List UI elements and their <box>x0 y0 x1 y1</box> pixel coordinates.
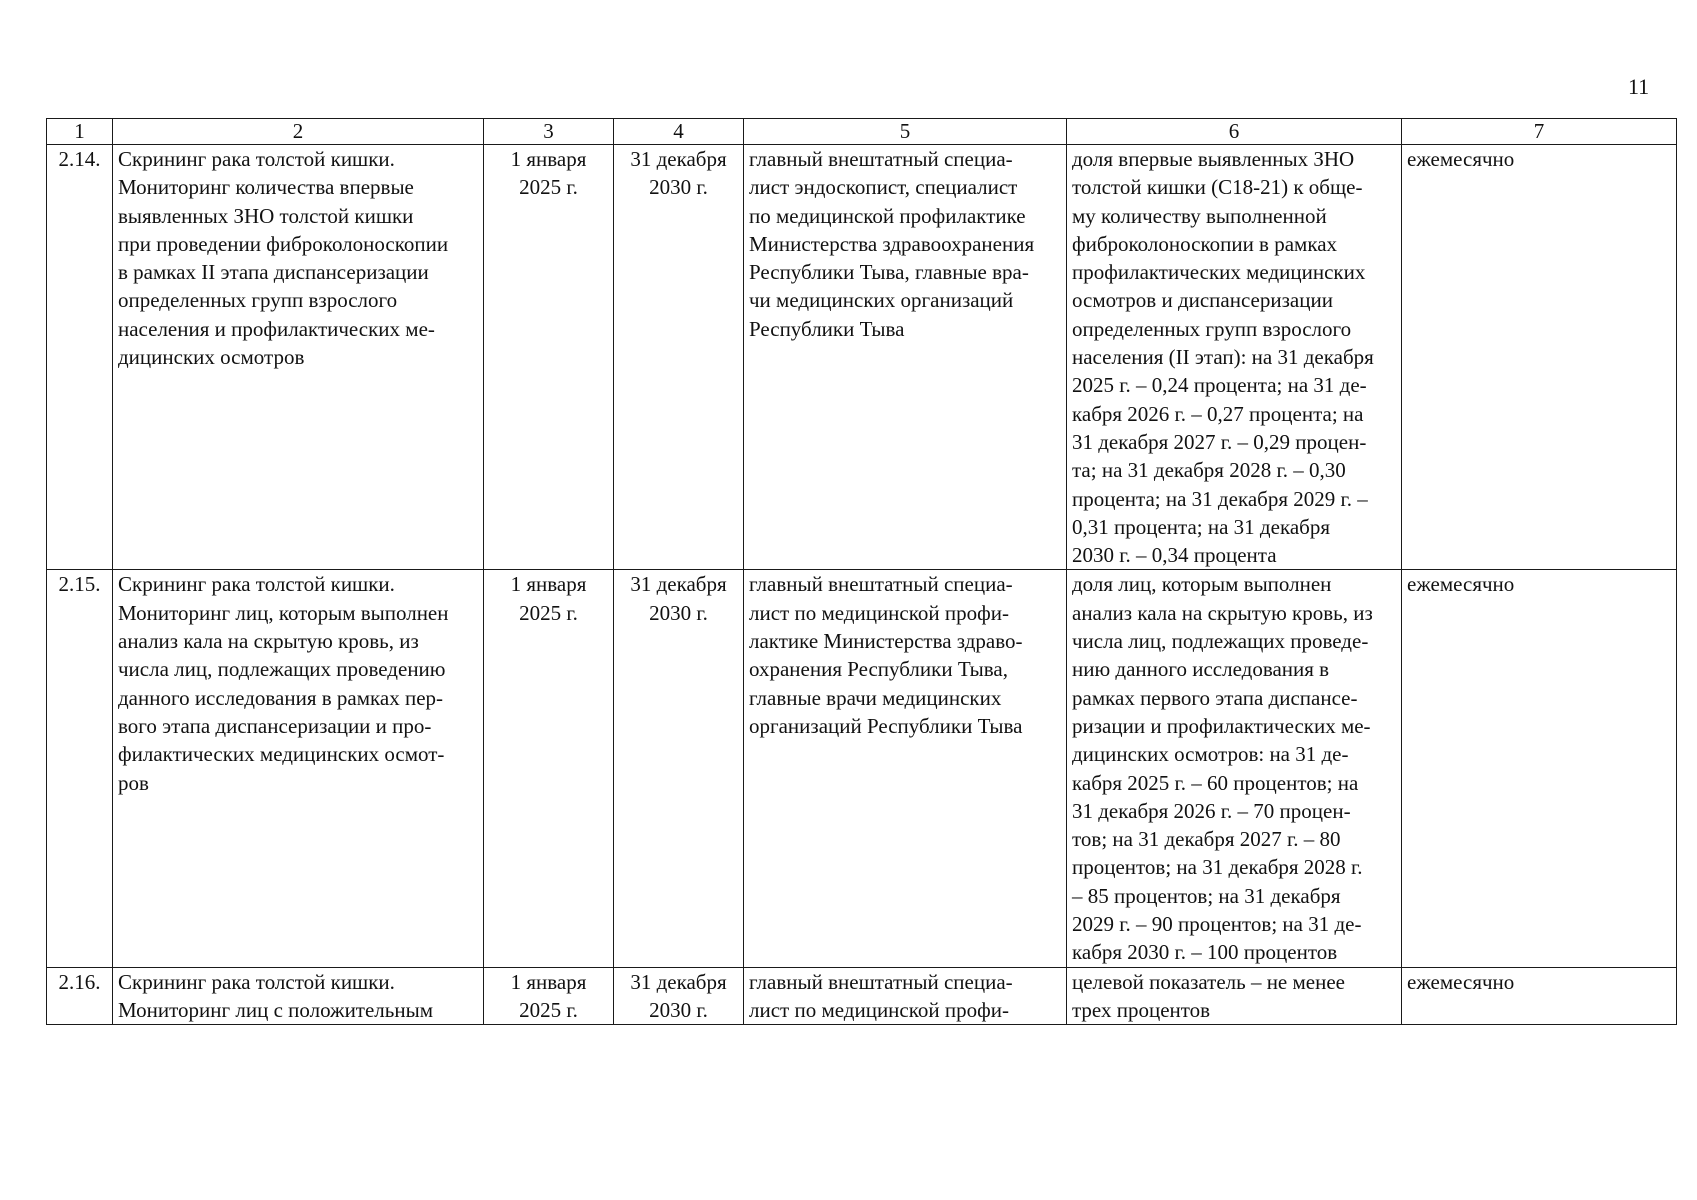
end-date: 31 декабря 2030 г. <box>614 570 744 967</box>
table-row <box>47 570 1677 967</box>
event-description: Скрининг рака толстой кишки. Мониторинг лиц, которым выполнен анализ кала на скрытую кровь, из числа лиц, подлежащих проведению данного исследования в рамках пер- вого этапа диспансеризации и про- филактических медицинских осмот- ров <box>113 570 484 967</box>
start-date: 1 января 2025 г. <box>484 570 614 967</box>
column-header: 1 <box>47 119 113 145</box>
responsible: главный внештатный специа- лист по медицинской профи- лактике Министерства здраво- охранения Республики Тыва, главные врачи медицинских организаций Республики Тыва <box>744 570 1067 967</box>
column-header: 4 <box>614 119 744 145</box>
table-row <box>47 145 1677 570</box>
indicator: доля впервые выявленных ЗНО толстой кишки (С18-21) к обще- му количеству выполненной фиброколоноскопии в рамках профилактических медицинских осмотров и диспансеризации определенных групп взрослого населения (II этап): на 31 декабря 2025 г. – 0,24 процента; на 31 де- кабря 2026 г. – 0,27 процента; на 31 декабря 2027 г. – 0,29 процен- та; на 31 декабря 2028 г. – 0,30 процента; на 31 декабря 2029 г. – 0,31 процента; на 31 декабря 2030 г. – 0,34 процента <box>1067 145 1402 570</box>
column-header: 6 <box>1067 119 1402 145</box>
column-header: 5 <box>744 119 1067 145</box>
frequency: ежемесячно <box>1402 967 1677 1025</box>
page-number: 11 <box>1628 74 1650 99</box>
event-description: Скрининг рака толстой кишки. Мониторинг количества впервые выявленных ЗНО толстой кишки при проведении фиброколоноскопии в рамках II этапа диспансеризации определенных групп взрослого населения и профилактических ме- дицинских осмотров <box>113 145 484 570</box>
end-date: 31 декабря 2030 г. <box>614 145 744 570</box>
column-header: 7 <box>1402 119 1677 145</box>
row-number: 2.16. <box>47 967 113 1025</box>
column-header: 2 <box>113 119 484 145</box>
start-date: 1 января 2025 г. <box>484 967 614 1025</box>
end-date: 31 декабря 2030 г. <box>614 967 744 1025</box>
column-header: 3 <box>484 119 614 145</box>
event-description: Скрининг рака толстой кишки. Мониторинг лиц с положительным <box>113 967 484 1025</box>
start-date: 1 января 2025 г. <box>484 145 614 570</box>
row-number: 2.14. <box>47 145 113 570</box>
frequency: ежемесячно <box>1402 570 1677 967</box>
responsible: главный внештатный специа- лист эндоскопист, специалист по медицинской профилактике Министерства здравоохранения Республики Тыва, главные вра- чи медицинских организаций Республики Тыва <box>744 145 1067 570</box>
row-number: 2.15. <box>47 570 113 967</box>
frequency: ежемесячно <box>1402 145 1677 570</box>
indicator: доля лиц, которым выполнен анализ кала на скрытую кровь, из числа лиц, подлежащих проведе- нию данного исследования в рамках первого этапа диспансе- ризации и профилактических ме- дицинских осмотров: на 31 де- кабря 2025 г. – 60 процентов; на 31 декабря 2026 г. – 70 процен- тов; на 31 декабря 2027 г. – 80 процентов; на 31 декабря 2028 г. – 85 процентов; на 31 декабря 2029 г. – 90 процентов; на 31 де- кабря 2030 г. – 100 процентов <box>1067 570 1402 967</box>
responsible: главный внештатный специа- лист по медицинской профи- <box>744 967 1067 1025</box>
indicator: целевой показатель – не менее трех процентов <box>1067 967 1402 1025</box>
table-header-row <box>47 119 1677 145</box>
table-row <box>47 967 1677 1025</box>
plan-table <box>46 118 1677 1025</box>
